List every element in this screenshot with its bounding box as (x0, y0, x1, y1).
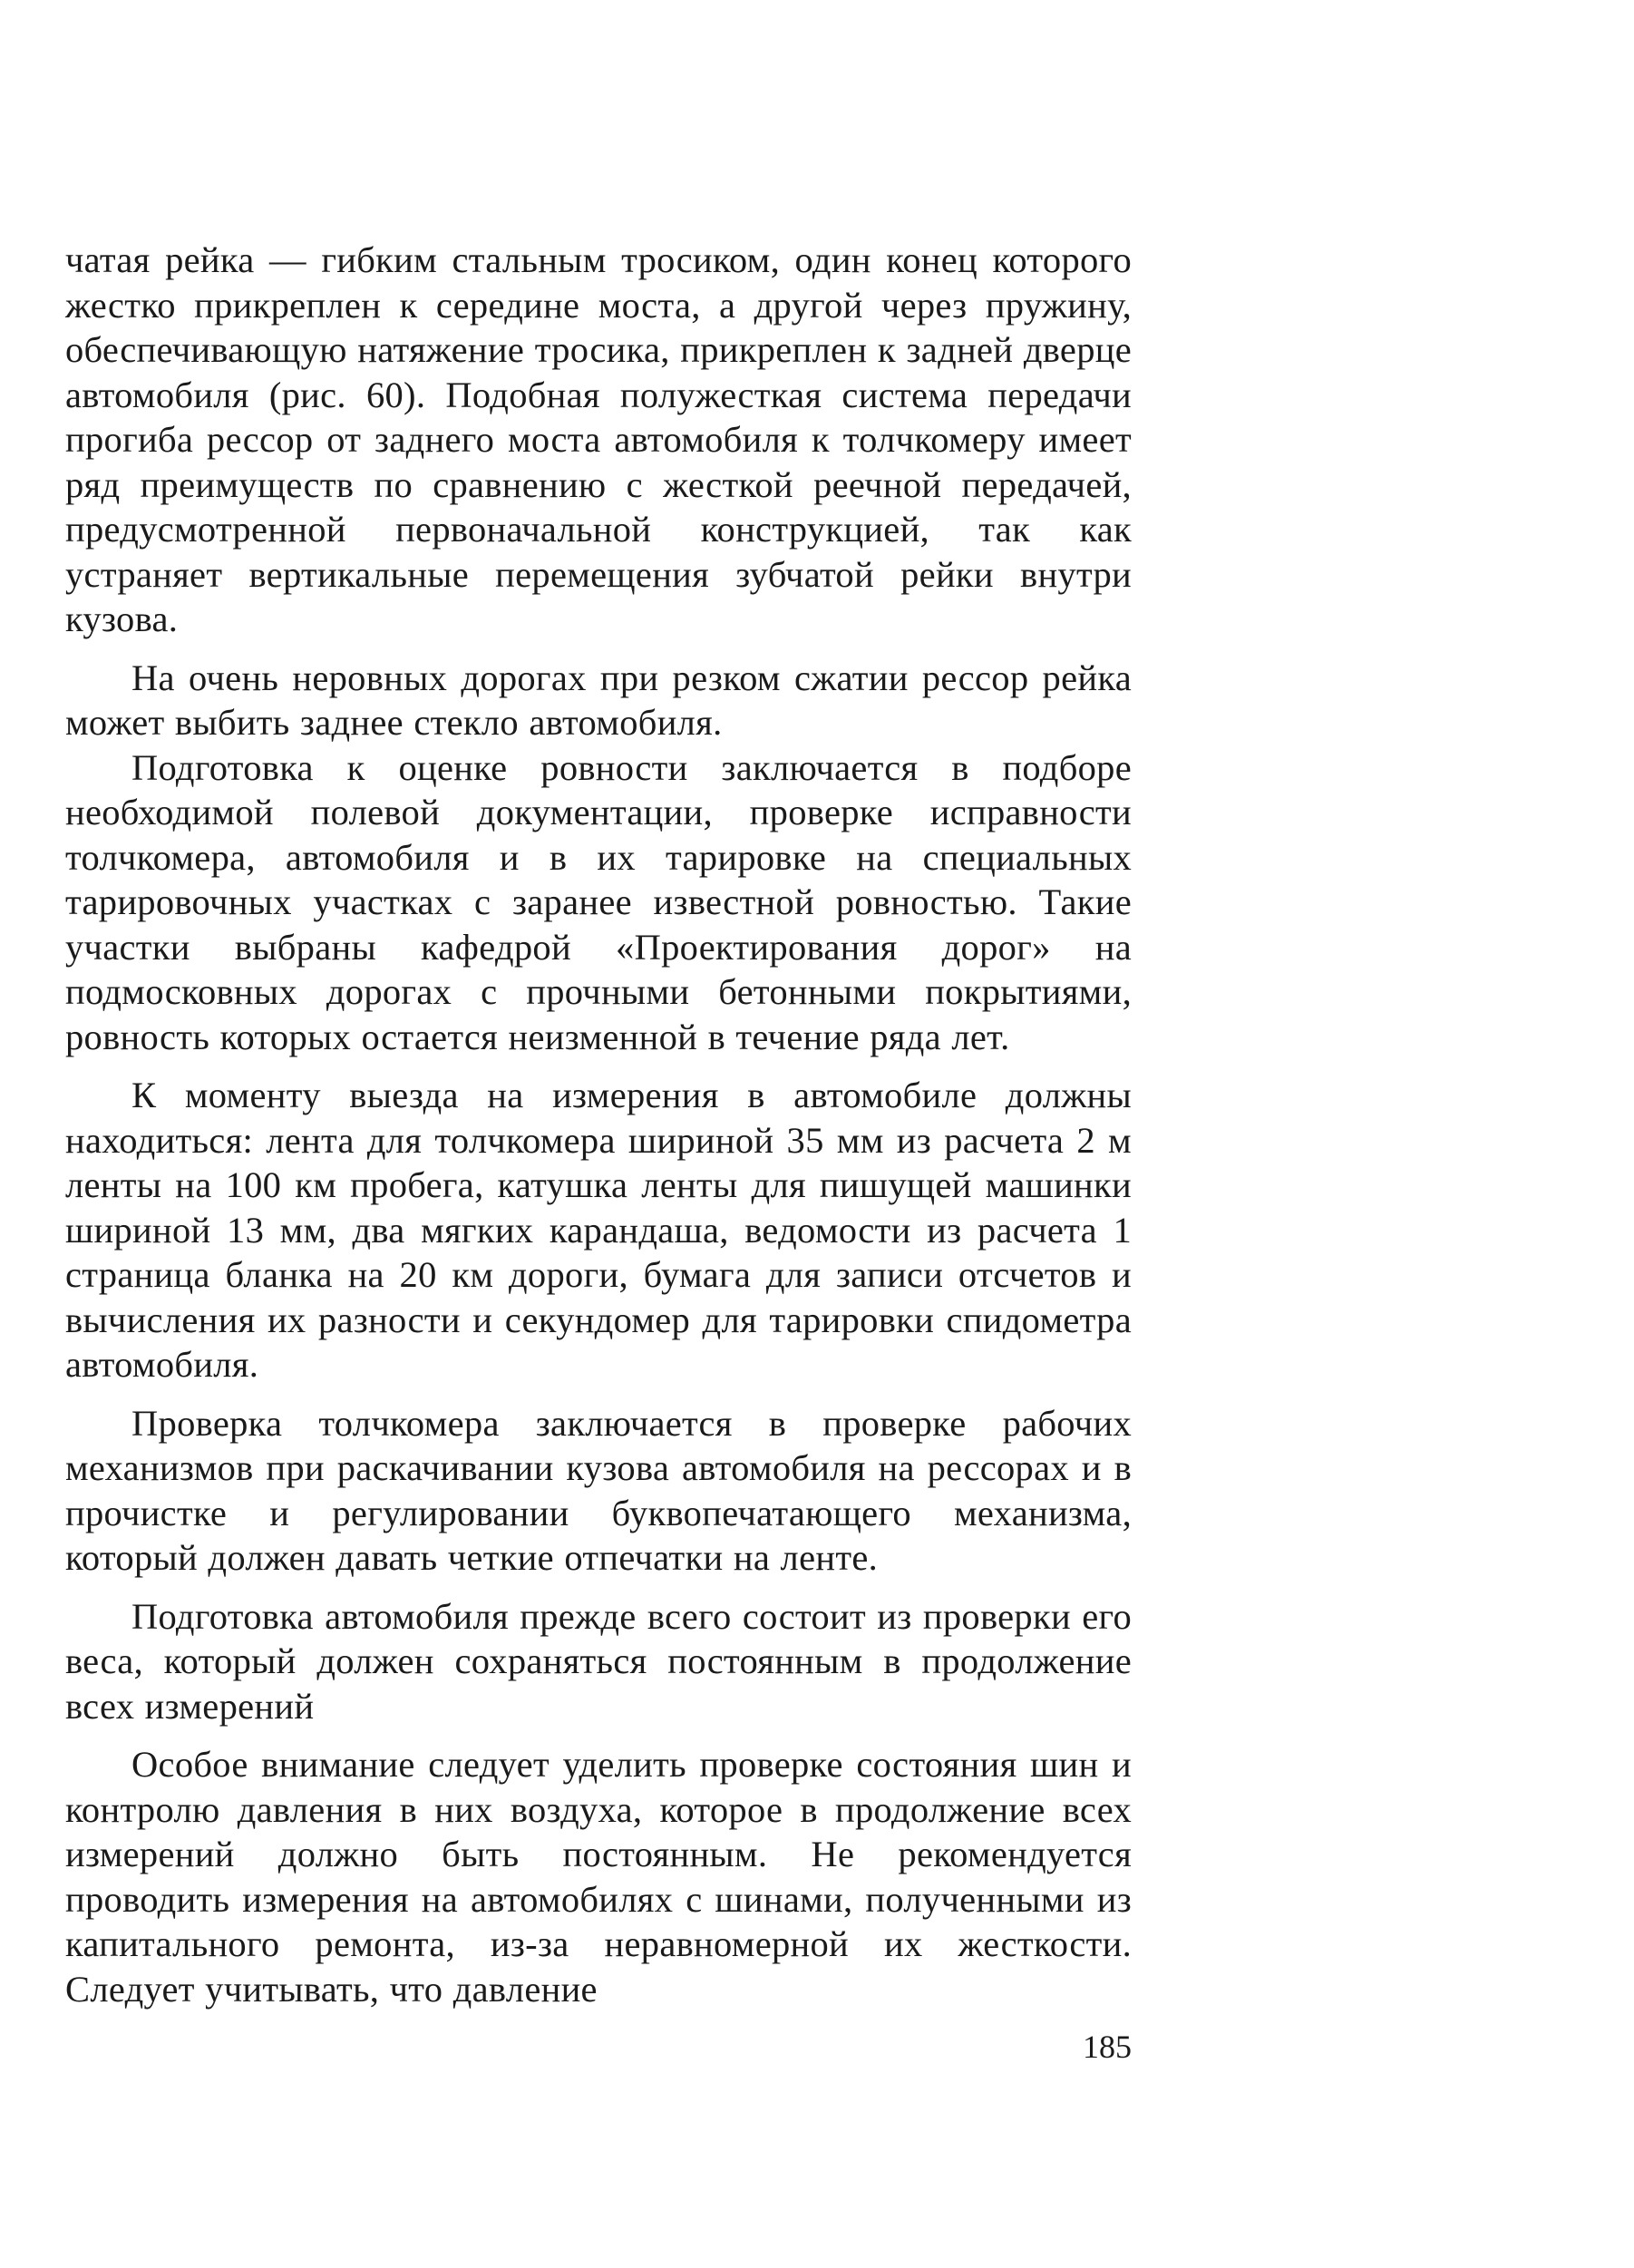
paragraph: Подготовка к оценке ровности заключается в подборе необходимой полевой документации, проверке исправности толчкомера, автомобиля и в их тарировке на специальных тарировочных участках с заранее известной ровностью. Такие участки выбраны кафедрой «Проектирования дорог» на подмосковных дорогах с прочными бетонными покрытиями, ровность которых остается неизменной в течение ряда лет. (65, 746, 1132, 1057)
body-text (65, 238, 1132, 2011)
paragraph: К моменту выезда на измерения в автомобиле должны находиться: лента для толчкомера шириной 35 мм из расчета 2 м ленты на 100 км пробега, катушка ленты для пишущей машинки шириной 13 мм, два мягких карандаша, ведомости из расчета 1 страница бланка на 20 км дороги, бумага для записи отсчетов и вычисления их разности и секундомер для тарировки спидометра автомобиля. (65, 1075, 1132, 1385)
paragraph-continuation: чатая рейка — гибким стальным тросиком, один конец которого жестко прикреплен к середине моста, а другой через пружину, обеспечивающую натяжение тросика, прикреплен к задней дверце автомобиля (рис. 60). Подобная полужесткая система передачи прогиба рессор от заднего моста автомобиля к толчкомеру имеет ряд преимуществ по сравнению с жесткой реечной передачей, предусмотренной первоначальной конструкцией, так как устраняет вертикальные перемещения зубчатой рейки внутри кузова. (65, 239, 1132, 639)
paragraph: Особое внимание следует уделить проверке состояния шин и контролю давления в них воздуха, которое в продолжение всех измерений должно быть постоянным. Не рекомендуется проводить измерения на автомобилях с шинами, полученными из капитального ремонта, из-за неравномерной их жесткости. Следует учитывать, что давление (65, 1744, 1132, 2010)
paragraph: Проверка толчкомера заключается в проверке рабочих механизмов при раскачивании кузова автомобиля на рессорах и в прочистке и регулировании буквопечатающего механизма, который должен давать четкие отпечатки на ленте. (65, 1402, 1132, 1578)
paragraph: Подготовка автомобиля прежде всего состоит из проверки его веса, который должен сохраняться постоянным в продолжение всех измерений (65, 1595, 1132, 1727)
page-number: 185 (1083, 2029, 1132, 2065)
paragraph: На очень неровных дорогах при резком сжатии рессор рейка может выбить заднее стекло автомобиля. (65, 657, 1132, 743)
